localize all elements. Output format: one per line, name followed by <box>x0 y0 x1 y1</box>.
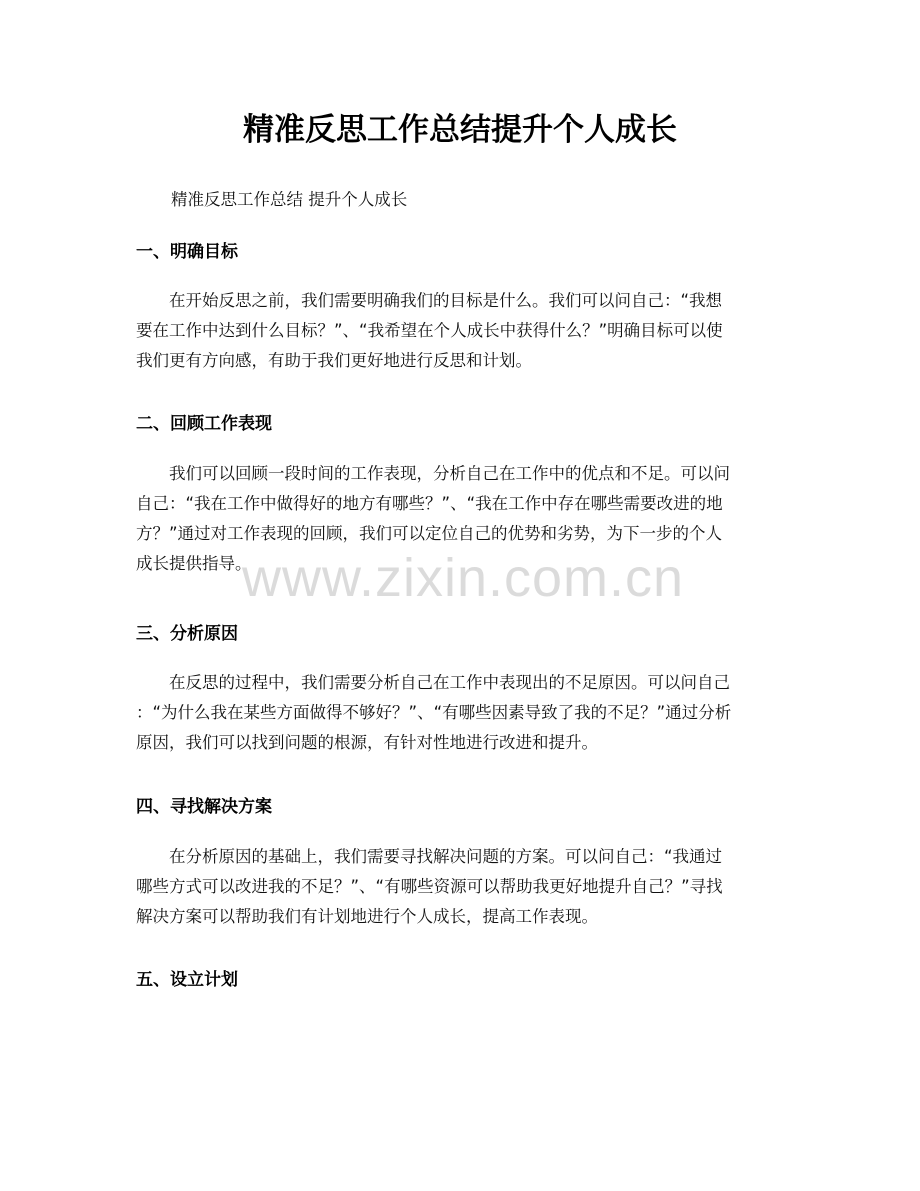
page-title: 精准反思工作总结提升个人成长 <box>243 112 677 148</box>
paragraph-line: ：“为什么我在某些方面做得不够好？”、“有哪些因素导致了我的不足？”通过分析 <box>136 703 732 722</box>
section-heading-review: 二、回顾工作表现 <box>136 414 272 434</box>
paragraph-line: 我们可以回顾一段时间的工作表现，分析自己在工作中的优点和不足。可以问 <box>136 464 730 483</box>
section-paragraph-goals <box>136 286 784 376</box>
section-heading-analysis: 三、分析原因 <box>136 624 238 644</box>
paragraph-line: 在反思的过程中，我们需要分析自己在工作中表现出的不足原因。可以问自己 <box>136 673 730 692</box>
paragraph-line: 要在工作中达到什么目标？”、“我希望在个人成长中获得什么？”明确目标可以使 <box>136 321 723 340</box>
paragraph-line: 我们更有方向感，有助于我们更好地进行反思和计划。 <box>136 351 532 370</box>
paragraph-line: 在分析原因的基础上，我们需要寻找解决问题的方案。可以问自己：“我通过 <box>136 847 723 866</box>
document-subtitle: 精准反思工作总结 提升个人成长 <box>171 190 408 209</box>
paragraph-line: 自己：“我在工作中做得好的地方有哪些？”、“我在工作中存在哪些需要改进的地 <box>136 494 723 513</box>
paragraph-line: 方？”通过对工作表现的回顾，我们可以定位自己的优势和劣势，为下一步的个人 <box>136 524 723 543</box>
section-paragraph-solutions <box>136 842 784 932</box>
watermark: www.zixin.com.cn <box>241 548 685 608</box>
paragraph-line: 原因，我们可以找到问题的根源，有针对性地进行改进和提升。 <box>136 733 598 752</box>
paragraph-line: 哪些方式可以改进我的不足？”、“有哪些资源可以帮助我更好地提升自己？”寻找 <box>136 877 723 896</box>
section-heading-plan: 五、设立计划 <box>136 970 238 990</box>
section-paragraph-review <box>136 459 784 579</box>
section-heading-solutions: 四、寻找解决方案 <box>136 797 272 817</box>
paragraph-line: 解决方案可以帮助我们有计划地进行个人成长，提高工作表现。 <box>136 907 598 926</box>
paragraph-line: 在开始反思之前，我们需要明确我们的目标是什么。我们可以问自己：“我想 <box>136 291 723 310</box>
section-paragraph-analysis <box>136 668 784 758</box>
section-heading-goals: 一、明确目标 <box>136 242 238 262</box>
paragraph-line: 成长提供指导。 <box>136 554 252 573</box>
